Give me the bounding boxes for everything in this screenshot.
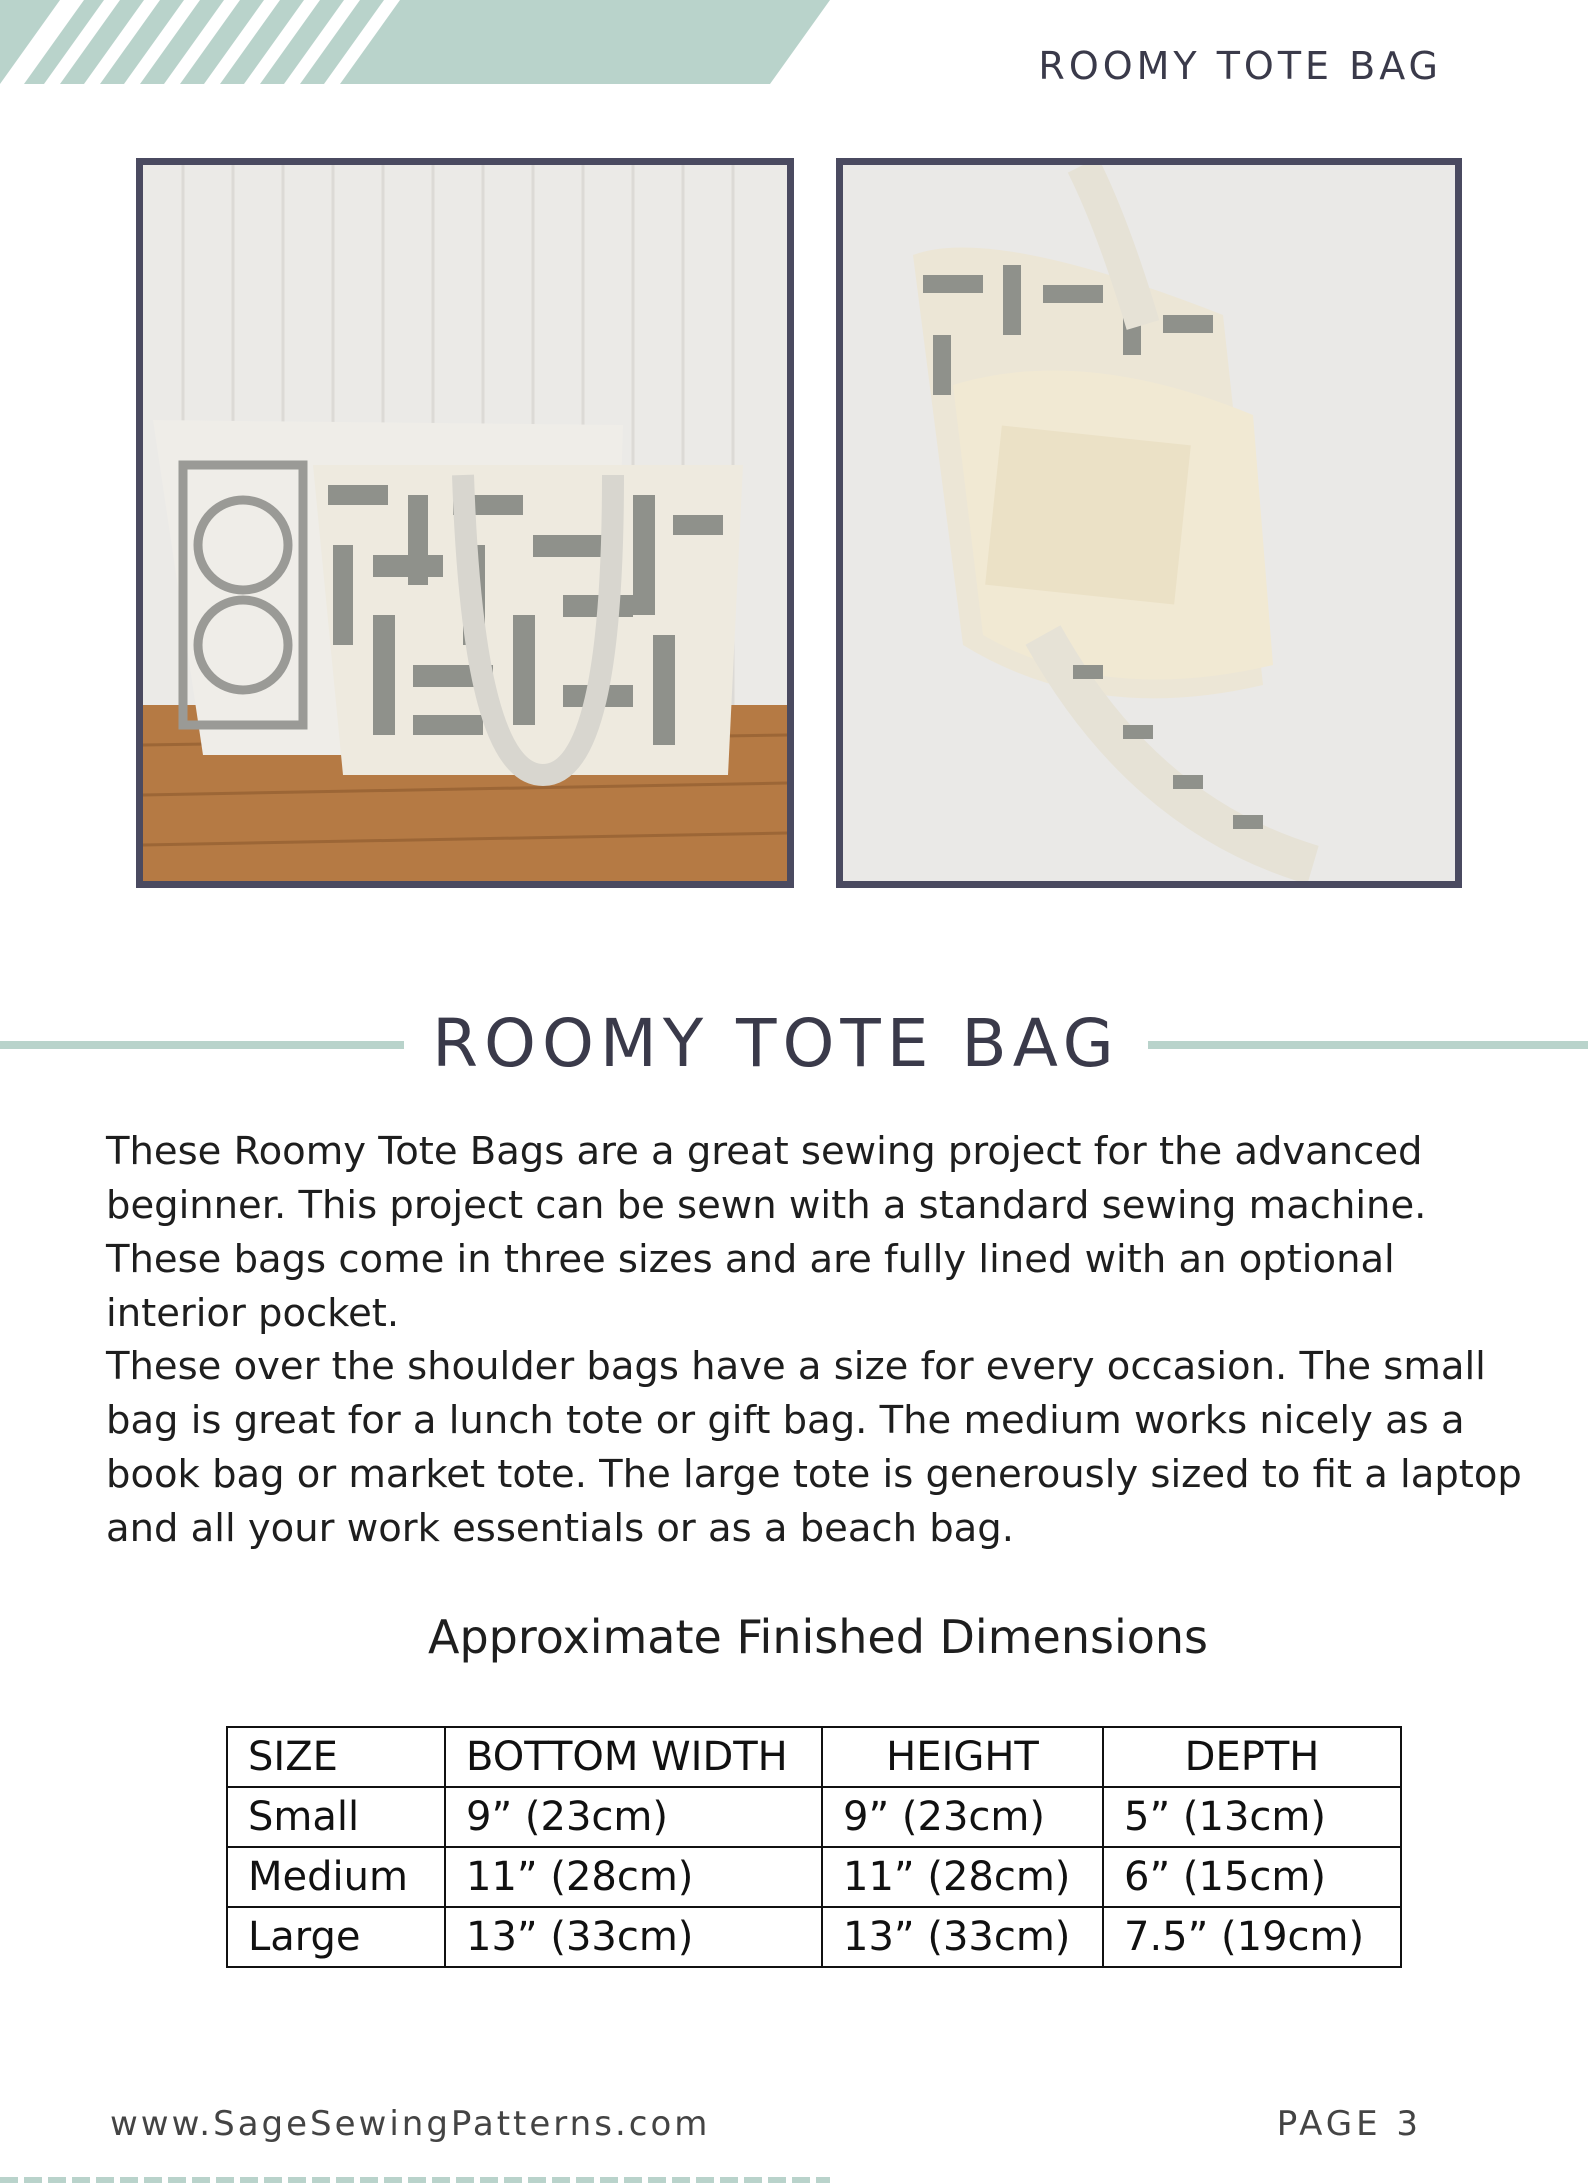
cell-height: 9” (23cm) — [822, 1787, 1103, 1847]
cell-size: Medium — [227, 1847, 445, 1907]
cell-height: 13” (33cm) — [822, 1907, 1103, 1967]
heading-rule-right — [1148, 1041, 1588, 1049]
header-depth: DEPTH — [1103, 1727, 1401, 1787]
cell-depth: 7.5” (19cm) — [1103, 1907, 1401, 1967]
cell-size: Small — [227, 1787, 445, 1847]
tote-bags-illustration — [143, 165, 787, 881]
cell-bottom-width: 11” (28cm) — [445, 1847, 822, 1907]
heading-rule-left — [0, 1041, 404, 1049]
table-row — [227, 1907, 1401, 1967]
header-height: HEIGHT — [822, 1727, 1103, 1787]
table-row — [227, 1787, 1401, 1847]
header-bottom-width: BOTTOM WIDTH — [445, 1727, 822, 1787]
cell-size: Large — [227, 1907, 445, 1967]
section-title: ROOMY TOTE BAG — [432, 1005, 1120, 1082]
table-row — [227, 1847, 1401, 1907]
cell-bottom-width: 13” (33cm) — [445, 1907, 822, 1967]
sizes-paragraph: These over the shoulder bags have a size for every occasion. The small bag is great for a lunch tote or gift bag. The medium works nicely as a book bag or market tote. The large tote is generously sized to fit a laptop and all your work essentials or as a beach bag. — [106, 1344, 1522, 1551]
cell-height: 11” (28cm) — [822, 1847, 1103, 1907]
dimensions-table — [226, 1726, 1402, 1968]
tote-bags-photo — [136, 158, 794, 888]
header-size: SIZE — [227, 1727, 445, 1787]
header-title: ROOMY TOTE BAG — [1038, 44, 1442, 88]
tote-bag-interior-illustration — [843, 165, 1455, 881]
dimensions-title: Approximate Finished Dimensions — [427, 1610, 1208, 1664]
tote-bag-interior-photo — [836, 158, 1462, 888]
footer-website-link[interactable]: www.SageSewingPatterns.com — [110, 2104, 711, 2144]
intro-paragraph: These Roomy Tote Bags are a great sewing project for the advanced beginner. This project can be sewn with a standard sewing machine. These bags come in three sizes and are fully lined with an optional interior pocket. — [106, 1129, 1427, 1336]
cell-depth: 5” (13cm) — [1103, 1787, 1401, 1847]
page-number: PAGE 3 — [1276, 2104, 1422, 2144]
footer-dashed-line — [0, 2176, 830, 2184]
cell-depth: 6” (15cm) — [1103, 1847, 1401, 1907]
header-banner — [0, 0, 830, 84]
cell-bottom-width: 9” (23cm) — [445, 1787, 822, 1847]
table-header-row — [227, 1727, 1401, 1787]
